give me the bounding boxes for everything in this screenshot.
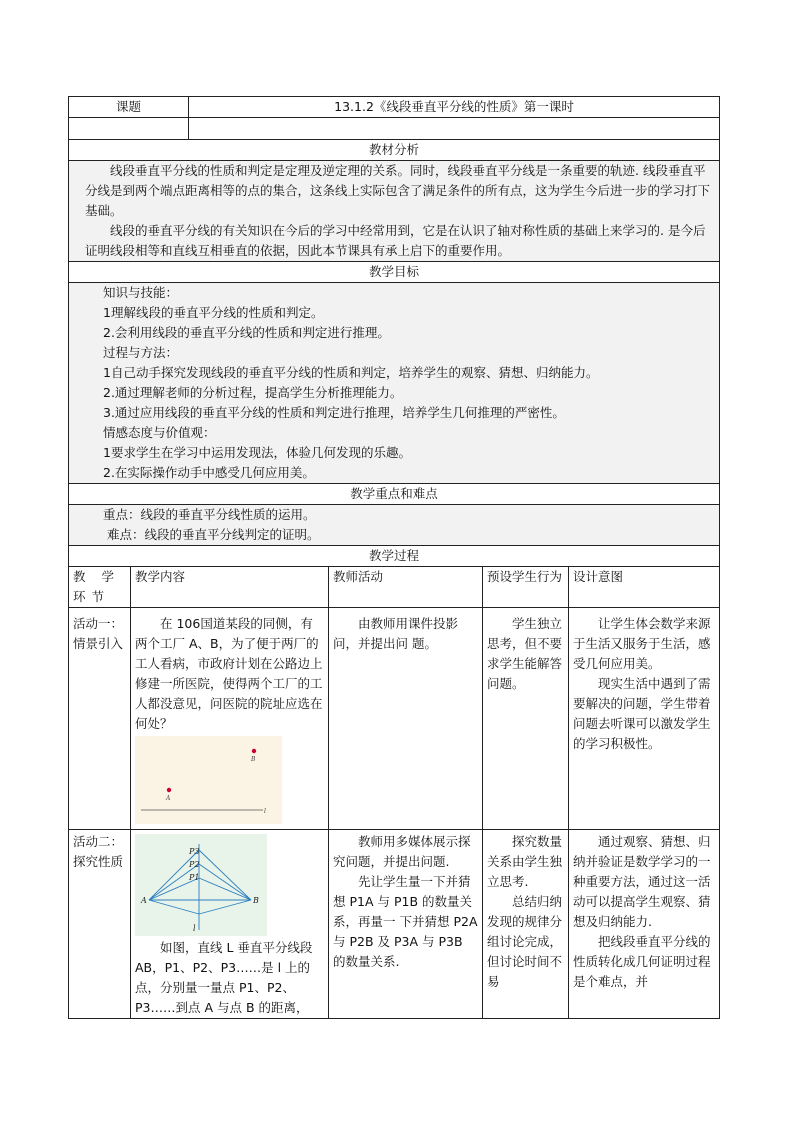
line-a-p4 [149, 900, 199, 914]
key-title: 教学重点和难点 [69, 484, 720, 505]
activity-1-content-cell [131, 608, 329, 830]
key-point: 重点：线段的垂直平分线性质的运用。 [103, 507, 316, 522]
topic-label: 课题 [69, 97, 189, 118]
goal-line: 过程与方法： [103, 345, 179, 360]
activity-1-content: 在 106国道某段的同侧，有两个工厂 A、B，为了便于两厂的工人看病，市政府计划在公路边上修建一所医院，使得两个工厂的工人都没意见，问医院的院址应选在何处？ [135, 616, 323, 731]
process-title-row [69, 546, 720, 567]
goal-line: 2.在实际操作动手中感受几何应用美。 [103, 465, 315, 480]
goal-line: 2.通过理解老师的分析过程，提高学生分析推理能力。 [103, 385, 403, 400]
activity-2-teacher-1: 教师用多媒体展示探究问题，并提出问题. [333, 834, 471, 869]
analysis-title: 教材分析 [69, 140, 720, 161]
key-row [69, 505, 720, 546]
blank-cell-right [189, 118, 720, 140]
activity-1-teacher: 由教师用课件投影问，并提出问 题。 [333, 616, 459, 651]
p2-label: P2 [189, 860, 200, 869]
activity-2-row [69, 830, 720, 1019]
point-b-label: B [251, 756, 256, 763]
line-b-p4 [199, 900, 251, 914]
line-a-p2 [149, 864, 199, 900]
factories-figure-svg [135, 736, 282, 824]
goal-line: 1要求学生在学习中运用发现法，体验几何发现的乐趣。 [103, 445, 411, 460]
p3-label: P3 [189, 847, 200, 856]
col-header-intent: 设计意图 [569, 567, 720, 608]
blank-cell-left [69, 118, 189, 140]
col-header-stage: 教 学环节 [69, 567, 131, 608]
goal-line: 情感态度与价值观： [103, 425, 216, 440]
point-b-dot [252, 749, 256, 753]
line-b-p3 [199, 850, 251, 900]
factories-figure [135, 736, 282, 824]
analysis-row [69, 161, 720, 262]
activity-1-stage: 活动一：情景引入 [69, 608, 131, 830]
activity-2-intent-1: 通过观察、猜想、归纳并验证是数学学习的一种重要方法，通过这一活动可以提高学生观察、猜想及归纳能力. [573, 834, 711, 929]
goals-cell [69, 283, 720, 484]
activity-2-content-cell [131, 830, 329, 1019]
col-header-student: 预设学生行为 [483, 567, 569, 608]
a-label: A [141, 896, 147, 905]
goals-title: 教学目标 [69, 262, 720, 283]
activity-1-row [69, 608, 720, 830]
col-header-teacher: 教师活动 [329, 567, 483, 608]
l-label: l [193, 924, 196, 933]
activity-1-teacher-cell [329, 608, 483, 830]
activity-2-intent-cell [569, 830, 720, 1019]
process-header-row [69, 567, 720, 608]
difficult-point: 难点：线段的垂直平分线判定的证明。 [107, 527, 320, 542]
bisector-figure [135, 834, 267, 936]
bisector-figure-svg [135, 834, 267, 936]
activity-2-student-cell [483, 830, 569, 1019]
goals-row [69, 283, 720, 484]
activity-1-student-cell [483, 608, 569, 830]
activity-2-student-1: 探究数量关系由学生独立思考. [487, 834, 563, 889]
blank-row [69, 118, 720, 140]
col-header-content: 教学内容 [131, 567, 329, 608]
analysis-paragraph-2: 线段的垂直平分线的有关知识在今后的学习中经常用到，它是在认识了轴对称性质的基础上来学习的. 是今后证明线段相等和直线互相垂直的依据，因此本节课具有承上启下的重要作用。 [85, 223, 706, 258]
activity-2-teacher-2: 先让学生量一下并猜想 P1A 与 P1B 的数量关系，再量一 下并猜想 P2A 与 P2B 及 P3A 与 P3B 的数量关系. [333, 874, 478, 969]
goals-title-row [69, 262, 720, 283]
line-b-p2 [199, 864, 251, 900]
goal-line: 1自己动手探究发现线段的垂直平分线的性质和判定，培养学生的观察、猜想、归纳能力。 [103, 365, 599, 380]
point-a-label: A [166, 795, 171, 802]
activity-1-intent-cell [569, 608, 720, 830]
p1-label: P1 [189, 873, 200, 882]
goal-line: 知识与技能： [103, 285, 179, 300]
point-a-dot [167, 788, 171, 792]
key-title-row [69, 484, 720, 505]
activity-2-teacher-cell [329, 830, 483, 1019]
analysis-paragraph-1: 线段垂直平分线的性质和判定是定理及逆定理的关系。同时，线段垂直平分线是一条重要的轨迹. 线段垂直平分线是到两个端点距离相等的点的集合，这条线上实际包含了满足条件的所有点，这为学生今后进一步的学习打下基础。 [85, 163, 711, 218]
goal-line: 1理解线段的垂直平分线的性质和判定。 [103, 305, 324, 320]
analysis-title-row [69, 140, 720, 161]
goal-line: 3.通过应用线段的垂直平分线的性质和判定进行推理，培养学生几何推理的严密性。 [103, 405, 565, 420]
activity-1-intent-1: 让学生体会数学来源于生活又服务于生活，感受几何应用美。 [573, 616, 711, 671]
process-title: 教学过程 [69, 546, 720, 567]
activity-2-student-2: 总结归纳发现的规律分组讨论完成，但讨论时间不易 [487, 894, 563, 989]
activity-1-student: 学生独立思考，但不要求学生能解答问题。 [487, 616, 563, 691]
lesson-plan-page [68, 96, 719, 1019]
goal-line: 2.会利用线段的垂直平分线的性质和判定进行推理。 [103, 325, 390, 340]
line-b-p1 [199, 878, 251, 900]
activity-2-content: 如图，直线 L 垂直平分线段AB，P1、P2、P3……是 l 上的点，分别量一量点 P1、P2、P3……到点 A 与点 B 的距离， [135, 940, 313, 1015]
lesson-plan-table [68, 96, 720, 1019]
lesson-title: 13.1.2《线段垂直平分线的性质》第一课时 [189, 97, 720, 118]
title-row [69, 97, 720, 118]
activity-2-stage: 活动二：探究性质 [69, 830, 131, 1019]
b-label: B [253, 896, 259, 905]
activity-2-intent-2: 把线段垂直平分线的性质转化成几何证明过程是个难点，并 [573, 934, 711, 989]
key-cell [69, 505, 720, 546]
road-label: l [264, 808, 266, 815]
analysis-cell [69, 161, 720, 262]
activity-1-intent-2: 现实生活中遇到了需要解决的问题，学生带着问题去听课可以激发学生的学习积极性。 [573, 676, 711, 751]
